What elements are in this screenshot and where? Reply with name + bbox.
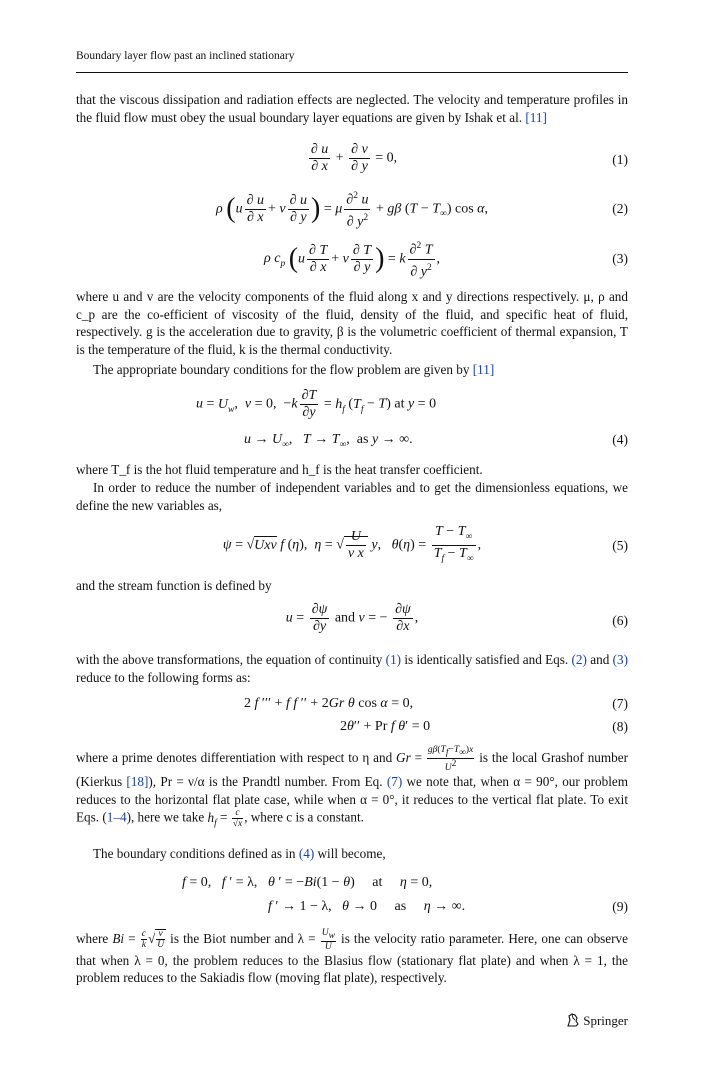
equation-link[interactable]: (3) — [612, 652, 628, 667]
equation-2: ρ (u $\frac{\partial u}{\partial x}$ + v $\frac{\partial u}{\partial y}$ ) = μ $\frac{\partial^2 u}{\partial y^2}$ + gβ $(T - T_\infty)$ cos α, (2) — [216, 191, 628, 230]
equation-8: 2θ′′ + Pr f θ′ = 0 (8) — [340, 719, 628, 734]
paragraph-new-variables: In order to reduce the number of independent variables and to get the dimensionless equations, we define the new variables as, — [76, 480, 628, 513]
paragraph-stream-function: and the stream function is defined by — [76, 578, 272, 593]
equation-link[interactable]: (1) — [385, 652, 402, 667]
equation-number: (2) — [612, 201, 628, 216]
springer-horse-icon — [565, 1012, 581, 1032]
paragraph-transformations: with the above transformations, the equation of continuity (1) is identically satisfied and Eqs. (2) and (3) reduce to the following forms as: — [76, 652, 628, 685]
page — [76, 0, 628, 1065]
equation-4: $u = U_w$, v = 0, −k $\frac{\partial T}{\partial y}$ = $h_f$ $(T_f - T)$ at y = 0 $u \to U_\infty$, $T \to T_\infty$, as y → ∞. (4) — [196, 388, 628, 450]
equation-link[interactable]: 1 — [106, 809, 114, 825]
paragraph-boundary-conditions: The boundary conditions defined as in (4) will become, — [93, 846, 386, 861]
equation-number: (9) — [612, 899, 628, 914]
equation-number: (5) — [612, 538, 628, 553]
paragraph-intro — [76, 91, 628, 126]
equation-3: ρ $c_p$ (u $\frac{\partial T}{\partial x}$ + v $\frac{\partial T}{\partial y}$ ) = k $\frac{\partial^2 T}{\partial y^2}$ , (3) — [264, 241, 628, 280]
paragraph-intro-text: that the viscous dissipation and radiation effects are neglected. The velocity and temperature profiles in the fluid flow must obey the usual boundary layer equations are given by Ishak et al. — [76, 92, 628, 125]
paragraph-hot-fluid: where T_f is the hot fluid temperature and h_f is the heat transfer coefficient. — [76, 462, 483, 477]
equation-link[interactable]: 4 — [119, 809, 127, 825]
equation-number: (3) — [612, 251, 628, 266]
equation-link[interactable]: (7) — [386, 774, 403, 790]
equation-number: (8) — [612, 719, 628, 734]
equation-7: 2 f ′′′ + f f ′′ + 2Gr θ cos α = 0, (7) — [244, 696, 628, 711]
publisher-footer — [565, 1012, 628, 1032]
equation-number: (1) — [612, 152, 628, 167]
equation-number: (6) — [612, 613, 628, 628]
citation-link[interactable]: [11] — [525, 109, 547, 125]
equation-link[interactable]: (2) — [571, 652, 587, 667]
running-header: Boundary layer flow past an inclined stationary — [76, 50, 295, 62]
header-rule — [76, 72, 628, 73]
paragraph-boundary-intro: The appropriate boundary conditions for the flow problem are given by [11] — [93, 362, 495, 377]
paragraph-biot: where Bi = $\frac{c}{k}$ √ $\frac{\nu}{U}$ is the Biot number and λ = $\frac{U_w}{U}$ is the velocity ratio parameter. Here, one can observe that when λ = 0, the problem reduces to the Blasius flow (stationary flat plate) and when λ = 1, the problem reduces to the Sakiadis flow (moving flat plate), respectively. — [76, 928, 628, 986]
equation-link[interactable]: (4) — [298, 846, 315, 861]
citation-link[interactable]: [18] — [126, 774, 149, 790]
equation-number: (7) — [612, 696, 628, 711]
paragraph-variables: where u and v are the velocity components of the fluid along x and y directions respectively. μ, ρ and c_p are the co-efficient of viscosity of the fluid, density of the fluid, and specific heat of fluid, respectively. g is the acceleration due to gravity, β is the volumetric coefficient of thermal expansion, T is the temperature of the fluid, k is the thermal conductivity. — [76, 289, 628, 357]
paragraph-grashof: where a prime denotes differentiation with respect to η and Gr = $\frac{g\beta(T_f-T_\infty)x}{U^2}$ is the local Grashof number (Kierkus [18]), Pr = ν/α is the Prandtl number. From Eq. (7) we note that, when α = 90°, our problem reduces to the horizontal flat plate case, while when α = 0°, it reduces to the vertical flat plate. To exit Eqs. (1–4), here we take $h_f$ = $\frac{c}{√x}$ , where c is a constant. — [76, 745, 628, 830]
citation-link[interactable]: [11] — [472, 362, 495, 377]
equation-number: (4) — [612, 432, 628, 447]
publisher-name: Springer — [583, 1012, 628, 1028]
equation-5: ψ = √Uxν f (η), η = √ $\frac{U}{\text{ν x}}$ y, θ(η) = $\frac{T - T_\infty}{T_f - T_\infty}$ , (5) — [76, 524, 628, 570]
equation-1: $\frac{\partial u}{\partial x}$ + $\frac{\partial v}{\partial y}$ = 0, (1) — [310, 142, 628, 174]
equation-6: u = $\frac{\partial\psi}{\partial y}$ and v = − $\frac{\partial\psi}{\partial x}$ , (6) — [285, 602, 628, 634]
equation-9: f = 0, f ′ = λ, θ ′ = −Bi(1 − θ) at η = 0, f ′ → 1 − λ, θ → 0 as η → ∞. (9) — [182, 875, 628, 914]
